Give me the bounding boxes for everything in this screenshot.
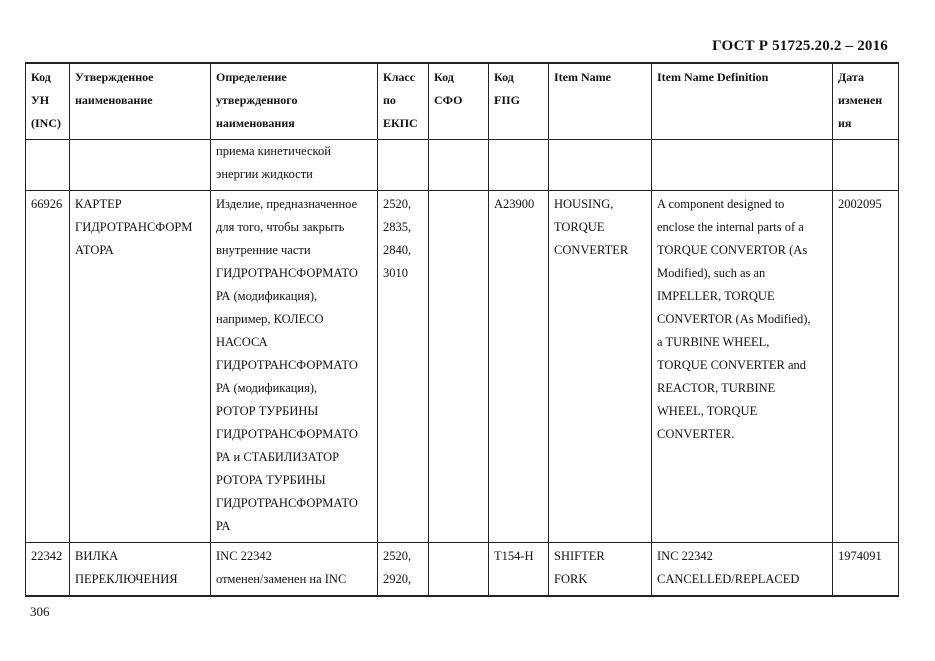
- cell-inc: 66926: [26, 191, 70, 543]
- cell-sfo: [429, 191, 489, 543]
- col-item-name-definition: Item Name Definition: [652, 63, 833, 140]
- standard-title: ГОСТ Р 51725.20.2 – 2016: [712, 38, 888, 54]
- table-row: [26, 543, 899, 597]
- cell-approved-name: [70, 140, 211, 191]
- cell-approved-name: КАРТЕР ГИДРОТРАНСФОРМ АТОРА: [70, 191, 211, 543]
- cell-item-name: HOUSING, TORQUE CONVERTER: [549, 191, 652, 543]
- cell-item-definition: A component designed to enclose the internal parts of a TORQUE CONVERTOR (As Modified), such as an IMPELLER, TORQUE CONVERTOR (As Modified), a TURBINE WHEEL, TORQUE CONVERTER and REACTOR, TURBINE WHEEL, TORQUE CONVERTER.: [652, 191, 833, 543]
- cell-approved-name: ВИЛКА ПЕРЕКЛЮЧЕНИЯ: [70, 543, 211, 597]
- col-item-name: Item Name: [549, 63, 652, 140]
- cell-inc: 22342: [26, 543, 70, 597]
- cell-item-name: SHIFTER FORK: [549, 543, 652, 597]
- col-name-definition: Определение утвержденного наименования: [211, 63, 378, 140]
- col-fiig-code: Код FIIG: [489, 63, 549, 140]
- cell-fiig: [489, 140, 549, 191]
- col-ekps-class: Класс по ЕКПС: [378, 63, 429, 140]
- cell-class: 2520, 2835, 2840, 3010: [378, 191, 429, 543]
- cell-fiig: A23900: [489, 191, 549, 543]
- cell-definition: приема кинетической энергии жидкости: [211, 140, 378, 191]
- cell-item-definition: INC 22342 CANCELLED/REPLACED: [652, 543, 833, 597]
- cell-date: [833, 140, 899, 191]
- cell-class: 2520, 2920,: [378, 543, 429, 597]
- table-header-row: [26, 63, 899, 140]
- cell-date: 2002095: [833, 191, 899, 543]
- cell-date: 1974091: [833, 543, 899, 597]
- cell-class: [378, 140, 429, 191]
- cell-definition: Изделие, предназначенное для того, чтобы закрыть внутренние части ГИДРОТРАНСФОРМАТО РА (модификация), например, КОЛЕСО НАСОСА ГИДРОТРАНСФОРМАТО РА (модификация), РОТОР ТУРБИНЫ ГИДРОТРАНСФОРМАТО РА и СТАБИЛИЗАТОР РОТОРА ТУРБИНЫ ГИДРОТРАНСФОРМАТО РА: [211, 191, 378, 543]
- col-approved-name: Утвержденное наименование: [70, 63, 211, 140]
- cell-definition: INC 22342 отменен/заменен на INC: [211, 543, 378, 597]
- cell-sfo: [429, 140, 489, 191]
- cell-inc: [26, 140, 70, 191]
- page-number: 306: [30, 604, 50, 619]
- col-sfo-code: Код СФО: [429, 63, 489, 140]
- col-inc-code: Код УН (INC): [26, 63, 70, 140]
- items-table: [25, 62, 899, 597]
- col-change-date: Дата изменен ия: [833, 63, 899, 140]
- cell-sfo: [429, 543, 489, 597]
- cell-item-name: [549, 140, 652, 191]
- table-row: [26, 191, 899, 543]
- cell-fiig: T154-H: [489, 543, 549, 597]
- cell-item-definition: [652, 140, 833, 191]
- table-row: [26, 140, 899, 191]
